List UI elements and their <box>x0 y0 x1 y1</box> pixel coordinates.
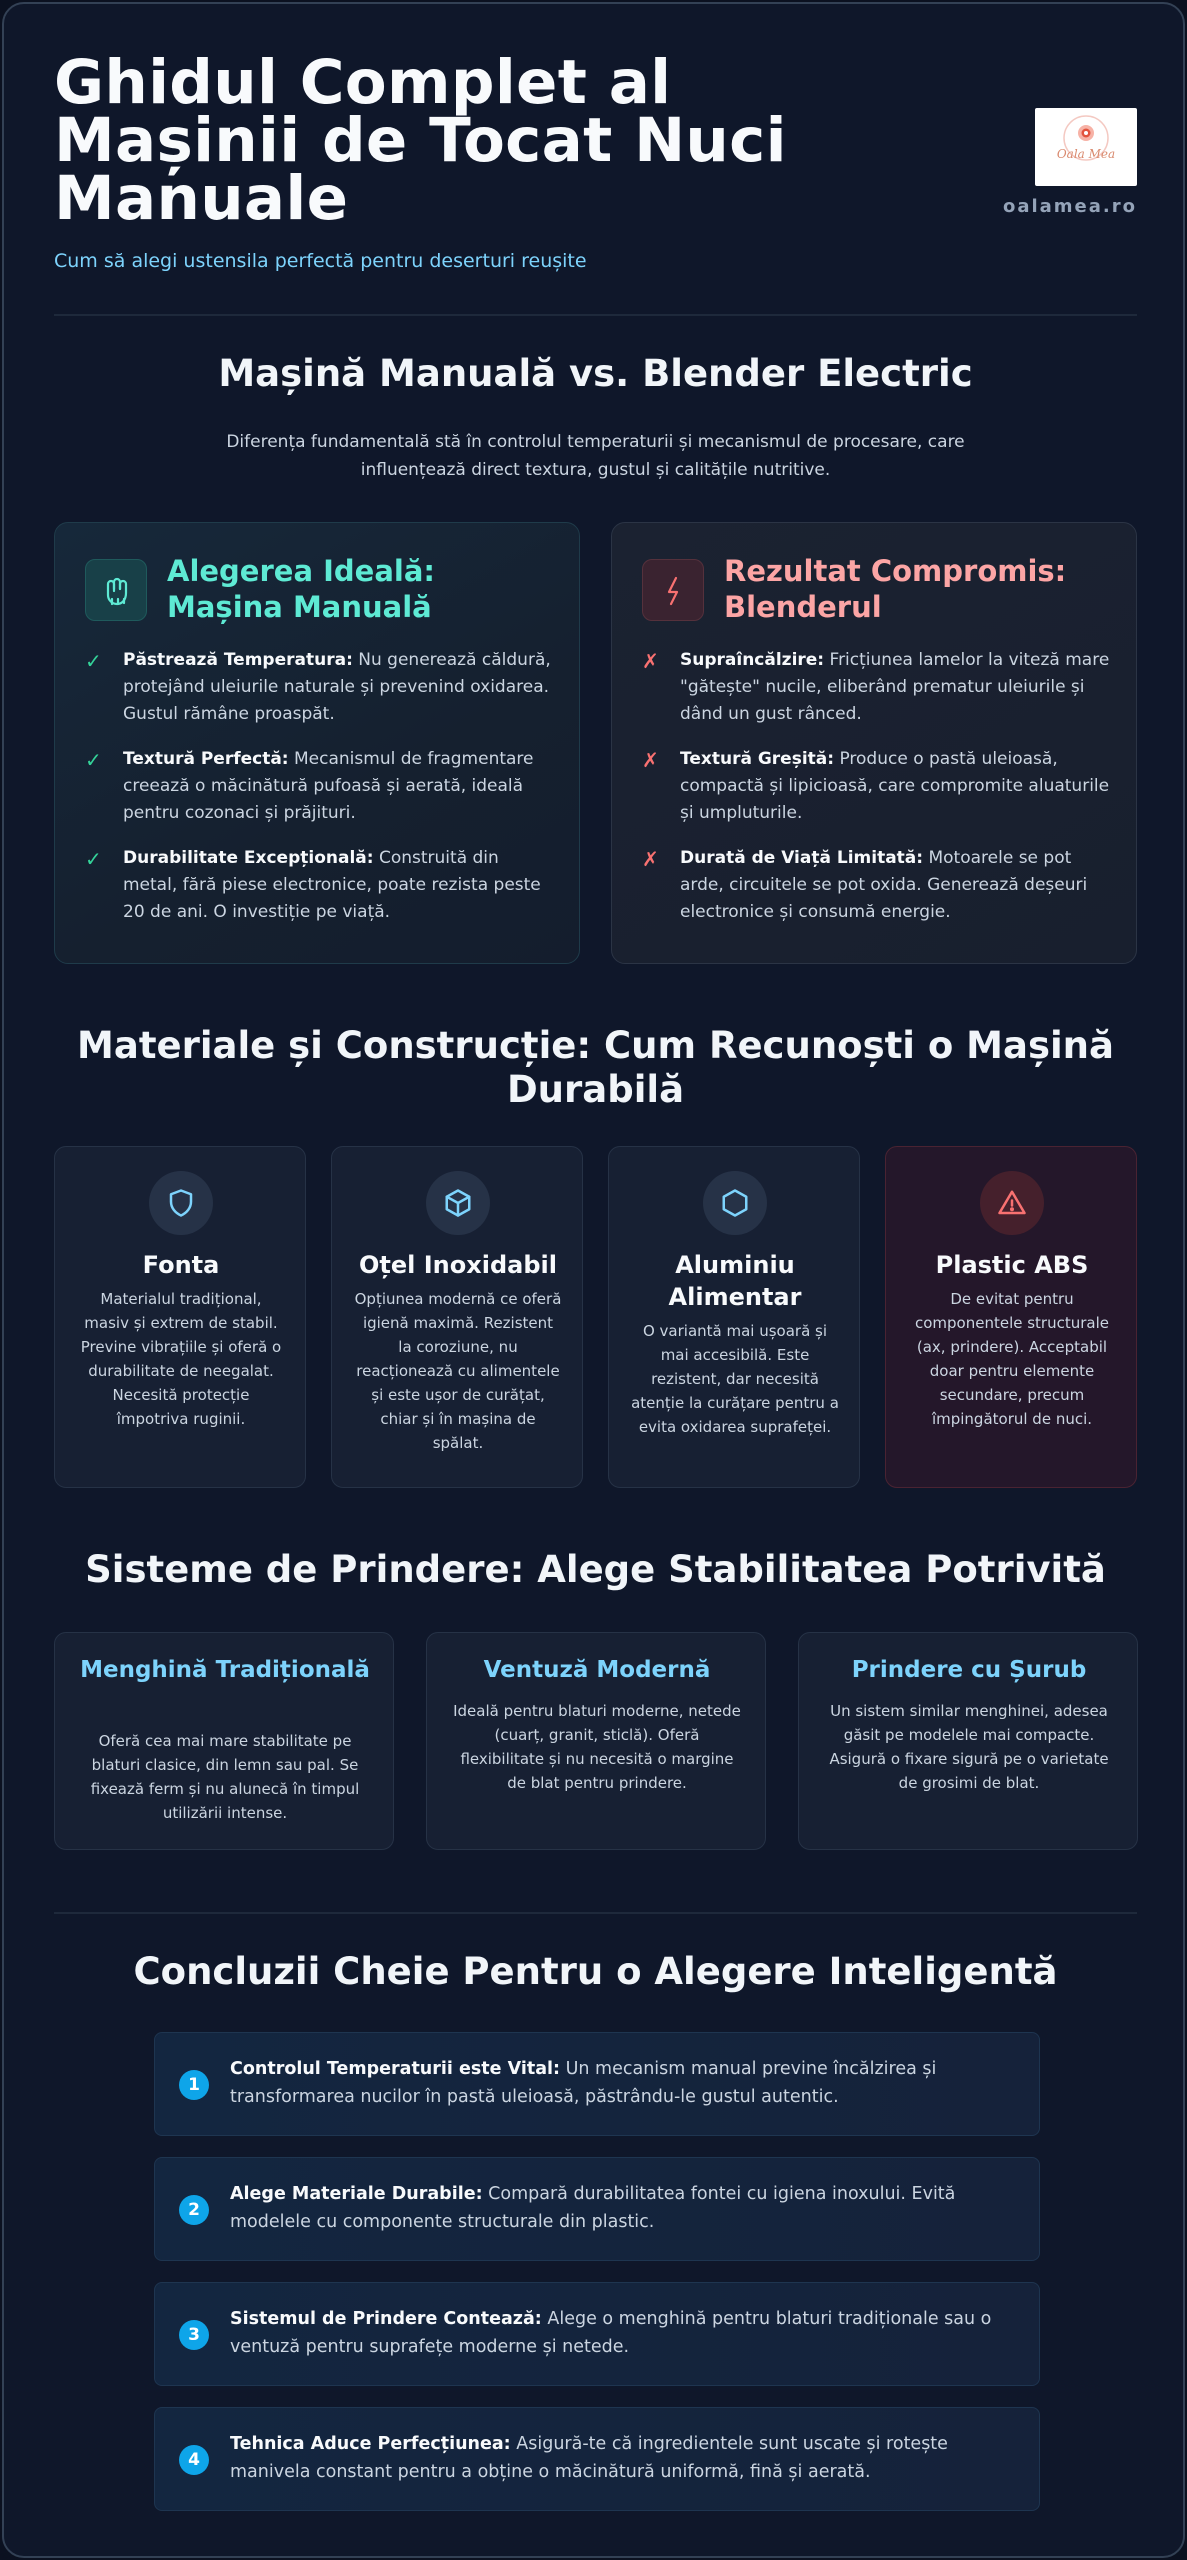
drawback-label: Durată de Viață Limitată: <box>680 848 924 868</box>
benefit-text: Construită din metal, fără piese electronice, poate rezista peste 20 de ani. O investiție pe viață. <box>123 848 541 922</box>
conclusion-body: Alege o menghină pentru blaturi tradiționale sau o ventuză pentru suprafețe moderne și netede. <box>230 2309 992 2357</box>
benefit-label: Durabilitate Excepțională: <box>123 848 374 868</box>
drawback-item <box>642 746 1112 827</box>
conclusions-title: Concluzii Cheie Pentru o Alegere Inteligentă <box>133 1950 1058 1993</box>
page-title <box>54 47 814 234</box>
mounting-card-ventuza <box>426 1632 766 1850</box>
conclusion-item <box>154 2407 1040 2511</box>
check-icon: ✓ <box>85 847 102 871</box>
drawback-item <box>642 647 1112 728</box>
blender-drawbacks-list <box>642 647 1112 944</box>
materials-title: Materiale și Construcție: Cum Recunoști o Mașină Durabilă <box>77 1024 1114 1111</box>
material-name: Plastic ABS <box>935 1251 1089 1279</box>
title-line: Mașinii de Tocat Nuci <box>54 105 787 176</box>
lightning-icon <box>642 559 704 621</box>
mounting-name: Ventuză Modernă <box>483 1657 711 1683</box>
conclusion-label: Alege Materiale Durabile: <box>230 2184 483 2204</box>
conclusion-label: Sistemul de Prindere Contează: <box>230 2309 542 2329</box>
material-card-inox <box>331 1146 583 1488</box>
header <box>54 47 1137 284</box>
drawback-text: Motoarele se pot arde, circuitele se pot oxida. Generează deșeuri electronice și consumă energie. <box>680 848 1088 922</box>
title-line: Manuale <box>54 163 349 234</box>
divider <box>54 314 1137 316</box>
conclusion-text <box>230 2305 1020 2361</box>
comparison-description: Diferența fundamentală stă în controlul temperaturii și mecanismul de procesare, care influențează direct textura, gustul și calitățile nutritive. <box>226 432 965 480</box>
benefit-label: Păstrează Temperatura: <box>123 650 353 670</box>
material-description: Materialul tradițional, masiv și extrem de stabil. Previne vibrațiile și oferă o durabilitate de neegalat. Necesită protecție împotriva ruginii. <box>80 1290 282 1428</box>
brand-logo <box>1035 108 1137 186</box>
material-description: Opțiunea modernă ce oferă igienă maximă. Rezistent la coroziune, nu reacționează cu alimentele și este ușor de curățat, chiar și în mașina de spălat. <box>354 1290 562 1452</box>
conclusion-label: Controlul Temperaturii este Vital: <box>230 2059 561 2079</box>
site-name: oalamea.ro <box>1002 196 1137 217</box>
page-subtitle: Cum să alegi ustensila perfectă pentru deserturi reușite <box>54 250 587 272</box>
cross-icon: ✗ <box>642 847 659 871</box>
conclusion-number: 1 <box>179 2070 209 2100</box>
drawback-label: Textură Greșită: <box>680 749 835 769</box>
manual-card <box>54 522 580 964</box>
mounting-title: Sisteme de Prindere: Alege Stabilitatea Potrivită <box>85 1548 1106 1591</box>
conclusion-item <box>154 2282 1040 2386</box>
manual-card-title: Alegerea Ideală: Mașina Manuală <box>167 554 436 624</box>
conclusion-label: Tehnica Aduce Perfecțiunea: <box>230 2434 511 2454</box>
benefit-item <box>85 845 555 926</box>
comparison-title: Mașină Manuală vs. Blender Electric <box>218 352 973 395</box>
conclusion-body: Un mecanism manual previne încălzirea și transformarea nucilor în pastă uleioasă, păstrându-le gustul autentic. <box>230 2059 937 2107</box>
benefit-label: Textură Perfectă: <box>123 749 289 769</box>
mounting-name: Menghină Tradițională <box>80 1657 370 1683</box>
mounting-card-menghina <box>54 1632 394 1850</box>
mounting-description: Oferă cea mai mare stabilitate pe blaturi clasice, din lemn sau pal. Se fixează ferm și nu alunecă în timpul utilizării intense. <box>90 1732 360 1822</box>
blender-card <box>611 522 1137 964</box>
material-card-aluminiu <box>608 1146 860 1488</box>
benefit-text: Nu generează căldură, protejând uleiurile naturale și prevenind oxidarea. Gustul rămâne proaspăt. <box>123 650 551 724</box>
material-card-plastic <box>885 1146 1137 1488</box>
material-description: O variantă mai ușoară și mai accesibilă. Este rezistent, dar necesită atenție la curățare pentru a evita oxidarea suprafeței. <box>631 1322 839 1436</box>
conclusion-body: Compară durabilitatea fontei cu igiena inoxului. Evită modelele cu componente structurale din plastic. <box>230 2184 956 2232</box>
benefit-text: Mecanismul de fragmentare creează o măcinătură pufoasă și aerată, ideală pentru cozonaci și prăjituri. <box>123 749 534 823</box>
mounting-card-surub <box>798 1632 1138 1850</box>
material-name: Fonta <box>142 1251 220 1279</box>
material-name: Aluminiu Alimentar <box>668 1251 802 1311</box>
hand-icon <box>85 559 147 621</box>
drawback-text: Produce o pastă uleioasă, compactă și lipicioasă, care compromite aluaturile și umpluturile. <box>680 749 1110 823</box>
material-name: Oțel Inoxidabil <box>359 1251 557 1279</box>
title-line: Ghidul Complet al <box>54 47 672 118</box>
mounting-name: Prindere cu Șurub <box>851 1657 1087 1683</box>
drawback-label: Supraîncălzire: <box>680 650 825 670</box>
conclusion-item <box>154 2157 1040 2261</box>
conclusion-number: 3 <box>179 2320 209 2350</box>
conclusion-text <box>230 2180 1020 2236</box>
check-icon: ✓ <box>85 748 102 772</box>
conclusion-item <box>154 2032 1040 2136</box>
mounting-description: Ideală pentru blaturi moderne, netede (cuarț, granit, sticlă). Oferă flexibilitate și nu necesită o margine de blat pentru prindere. <box>453 1702 741 1792</box>
conclusion-text <box>230 2430 1020 2486</box>
check-icon: ✓ <box>85 649 102 673</box>
benefit-item <box>85 647 555 728</box>
infographic-page <box>2 2 1185 2558</box>
conclusion-number: 2 <box>179 2195 209 2225</box>
logo-icon <box>1035 108 1137 186</box>
material-description: De evitat pentru componentele structurale (ax, prindere). Acceptabil doar pentru elemente secundare, precum împingătorul de nuci. <box>914 1290 1109 1428</box>
drawback-item <box>642 845 1112 926</box>
blender-card-title: Rezultat Compromis: Blenderul <box>724 554 1067 624</box>
cube-icon <box>426 1171 490 1235</box>
cross-icon: ✗ <box>642 649 659 673</box>
material-card-fonta <box>54 1146 306 1488</box>
hexagon-icon <box>703 1171 767 1235</box>
mounting-description: Un sistem similar menghinei, adesea găsit pe modelele mai compacte. Asigură o fixare sigură pe o varietate de grosimi de blat. <box>829 1702 1109 1792</box>
cross-icon: ✗ <box>642 748 659 772</box>
conclusion-text <box>230 2055 1020 2111</box>
conclusion-body: Asigură-te că ingredientele sunt uscate și rotește manivela constant pentru a obține o măcinătură uniformă, fină și aerată. <box>230 2434 948 2482</box>
conclusion-number: 4 <box>179 2445 209 2475</box>
benefit-item <box>85 746 555 827</box>
manual-benefits-list <box>85 647 555 944</box>
divider <box>54 1912 1137 1914</box>
drawback-text: Fricțiunea lamelor la viteză mare "gătește" nucile, eliberând prematur uleiurile și dând un gust rânced. <box>680 650 1110 724</box>
warning-icon <box>980 1171 1044 1235</box>
logo-text: Oala Mea <box>1056 147 1116 161</box>
shield-icon <box>149 1171 213 1235</box>
